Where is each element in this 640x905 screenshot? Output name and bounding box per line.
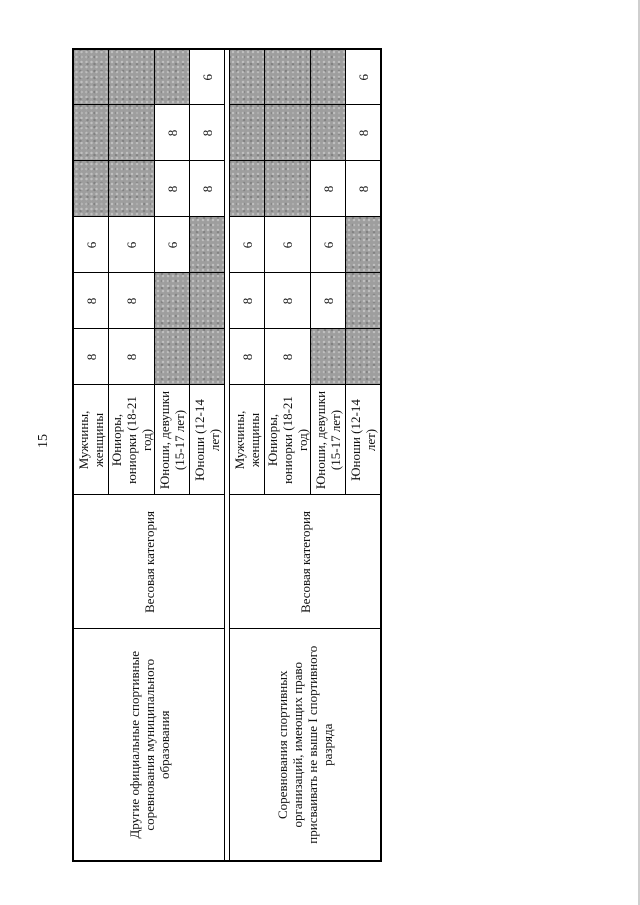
value-cell [346,273,382,329]
value-cell [311,105,346,161]
value-cell: 8 [109,329,155,385]
value-cell [73,161,109,217]
value-cell: 6 [190,49,225,105]
value-cell [265,161,311,217]
age-group-cell: Юноши (12-14 лет) [346,385,382,495]
value-cell: 6 [73,217,109,273]
age-group-cell: Юноши, девушки (15-17 лет) [155,385,190,495]
value-cell: 8 [155,105,190,161]
value-cell: 8 [230,273,265,329]
value-cell [190,217,225,273]
value-cell: 8 [155,161,190,217]
value-cell: 8 [265,273,311,329]
competition-name-cell: Соревнования спортивных организаций, имеющих право присваивать не выше I спортивного разряда [230,629,382,861]
value-cell: 8 [109,273,155,329]
page-number: 15 [36,434,51,448]
value-cell: 6 [230,217,265,273]
value-cell: 8 [346,105,382,161]
value-cell: 8 [190,105,225,161]
value-cell: 6 [311,217,346,273]
value-cell [73,105,109,161]
value-cell [230,49,265,105]
age-group-cell: Мужчины, женщины [230,385,265,495]
value-cell [109,161,155,217]
value-cell [311,329,346,385]
value-cell [346,217,382,273]
table-row [73,49,109,861]
value-cell: 6 [265,217,311,273]
value-cell [346,329,382,385]
value-cell [265,49,311,105]
age-group-cell: Юниоры, юниорки (18-21 год) [265,385,311,495]
value-cell: 8 [265,329,311,385]
value-cell [230,161,265,217]
discipline-cell: Весовая категория [230,495,382,629]
value-cell [155,329,190,385]
qualification-table [72,48,382,862]
value-cell [190,329,225,385]
age-group-cell: Мужчины, женщины [73,385,109,495]
value-cell [155,49,190,105]
age-group-cell: Юниоры, юниорки (18-21 год) [109,385,155,495]
value-cell [109,49,155,105]
value-cell: 8 [73,329,109,385]
value-cell [73,49,109,105]
value-cell: 6 [155,217,190,273]
value-cell [109,105,155,161]
table-body [73,49,381,861]
age-group-cell: Юноши (12-14 лет) [190,385,225,495]
value-cell: 8 [230,329,265,385]
rotated-table-container [72,50,378,862]
value-cell: 8 [190,161,225,217]
age-group-cell: Юноши, девушки (15-17 лет) [311,385,346,495]
value-cell: 6 [346,49,382,105]
value-cell [155,273,190,329]
value-cell: 8 [73,273,109,329]
value-cell [230,105,265,161]
competition-name-cell: Другие официальные спортивные соревнования муниципального образования [73,629,225,861]
value-cell [311,49,346,105]
value-cell: 8 [311,273,346,329]
discipline-cell: Весовая категория [73,495,225,629]
value-cell: 6 [109,217,155,273]
value-cell [265,105,311,161]
value-cell [190,273,225,329]
table-row [230,49,265,861]
value-cell: 8 [311,161,346,217]
value-cell: 8 [346,161,382,217]
